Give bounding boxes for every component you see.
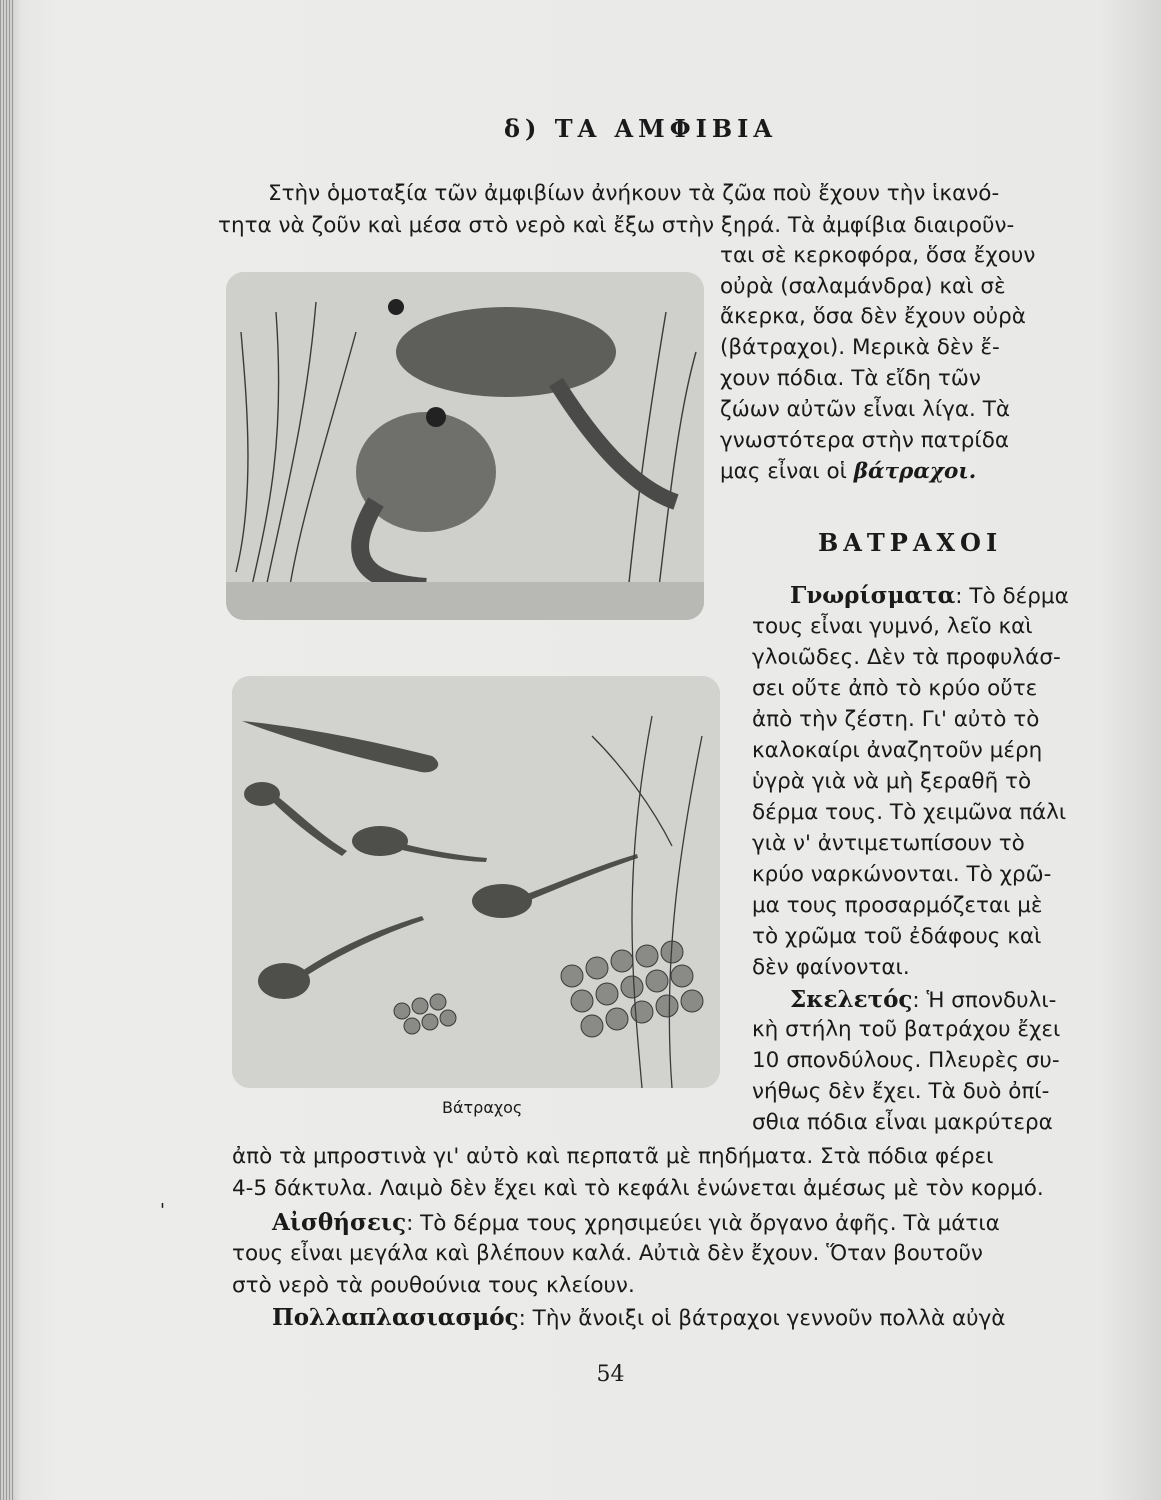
- skeleton-line: σθια πόδια εἶναι μακρύτερα: [752, 1110, 1053, 1135]
- features-line: μα τους προσαρμόζεται μὲ: [752, 893, 1043, 918]
- intro-line: οὐρὰ (σαλαμάνδρα) καὶ σὲ: [720, 274, 1006, 299]
- reproduction-label: Πολλαπλασιασμός: [272, 1304, 519, 1331]
- intro-emphasis: βάτραχοι.: [853, 459, 977, 484]
- senses-line: στὸ νερὸ τὰ ρουθούνια τους κλείουν.: [232, 1273, 635, 1298]
- features-line: γιὰ ν' ἀντιμετωπίσουν τὸ: [752, 831, 1025, 856]
- tadpoles-illustration: [232, 676, 720, 1088]
- senses-line: τους εἶναι μεγάλα καὶ βλέπουν καλά. Αὐτιὰ δὲν ἔχουν. Ὅταν βουτοῦν: [232, 1241, 983, 1266]
- book-binding-edge: [0, 0, 14, 1500]
- skeleton-line: 4-5 δάκτυλα. Λαιμὸ δὲν ἔχει καὶ τὸ κεφάλι ἑνώνεται ἀμέσως μὲ τὸν κορμό.: [232, 1176, 1044, 1201]
- senses-label: Αἰσθήσεις: [272, 1209, 407, 1236]
- skeleton-line: νήθως δὲν ἔχει. Τὰ δυὸ ὀπί-: [752, 1079, 1050, 1104]
- intro-line: Στὴν ὁμοταξία τῶν ἀμφιβίων ἀνήκουν τὰ ζῶα ποὺ ἔχουν τὴν ἱκανό-: [268, 181, 1000, 206]
- features-line: : Τὸ δέρμα: [955, 584, 1069, 609]
- features-line: ὑγρὰ γιὰ νὰ μὴ ξεραθῆ τὸ: [752, 769, 1032, 794]
- skeleton-line: κὴ στήλη τοῦ βατράχου ἔχει: [752, 1017, 1061, 1042]
- skeleton-line: 10 σπονδύλους. Πλευρὲς συ-: [752, 1048, 1060, 1073]
- features-line: τους εἶναι γυμνό, λεῖο καὶ: [752, 614, 1033, 639]
- reproduction-line: : Τὴν ἄνοιξι οἱ βάτραχοι γεννοῦν πολλὰ αὐγὰ: [518, 1306, 1006, 1331]
- figure-caption: Βάτραχος: [442, 1098, 523, 1117]
- senses-line: : Τὸ δέρμα τους χρησιμεύει γιὰ ὄργανο ἀφῆς. Τὰ μάτια: [406, 1211, 1000, 1236]
- features-line: σει οὔτε ἀπὸ τὸ κρύο οὔτε: [752, 676, 1038, 701]
- section-heading: δ) ΤΑ ΑΜΦΙΒΙΑ: [503, 114, 777, 143]
- skeleton-line: ἀπὸ τὰ μπροστινὰ γι' αὐτὸ καὶ περπατᾶ μὲ πηδήματα. Στὰ πόδια φέρει: [232, 1144, 994, 1169]
- intro-line: γνωστότερα στὴν πατρίδα: [720, 428, 1010, 453]
- intro-line: τητα νὰ ζοῦν καὶ μέσα στὸ νερὸ καὶ ἔξω στὴν ξηρά. Τὰ ἀμφίβια διαιροῦν-: [218, 213, 1015, 238]
- features-line: καλοκαίρι ἀναζητοῦν μέρη: [752, 738, 1043, 763]
- skeleton-line: : Ἡ σπονδυλι-: [912, 988, 1057, 1013]
- skeleton-label: Σκελετός: [790, 986, 913, 1013]
- subheading-frogs: ΒΑΤΡΑΧΟΙ: [818, 528, 1003, 557]
- stray-mark: ': [160, 1200, 165, 1221]
- intro-line: μας εἶναι οἱ: [720, 459, 847, 484]
- features-label: Γνωρίσματα: [790, 582, 956, 609]
- features-line: δὲν φαίνονται.: [752, 955, 910, 980]
- intro-line: χουν πόδια. Τὰ εἴδη τῶν: [720, 366, 981, 391]
- intro-line: ἄκερκα, ὅσα δὲν ἔχουν οὐρὰ: [720, 304, 1026, 329]
- features-line: τὸ χρῶμα τοῦ ἐδάφους καὶ: [752, 924, 1042, 949]
- features-line: ἀπὸ τὴν ζέστη. Γι' αὐτὸ τὸ: [752, 707, 1040, 732]
- intro-line: (βάτραχοι). Μερικὰ δὲν ἔ-: [720, 335, 1000, 360]
- frogs-illustration: [226, 272, 704, 620]
- features-line: δέρμα τους. Τὸ χειμῶνα πάλι: [752, 800, 1067, 825]
- page-number: 54: [596, 1362, 625, 1387]
- features-line: κρύο ναρκώνονται. Τὸ χρῶ-: [752, 862, 1052, 887]
- intro-line: ται σὲ κερκοφόρα, ὅσα ἔχουν: [720, 243, 1036, 268]
- intro-line: ζώων αὐτῶν εἶναι λίγα. Τὰ: [720, 397, 1011, 422]
- features-line: γλοιῶδες. Δὲν τὰ προφυλάσ-: [752, 645, 1061, 670]
